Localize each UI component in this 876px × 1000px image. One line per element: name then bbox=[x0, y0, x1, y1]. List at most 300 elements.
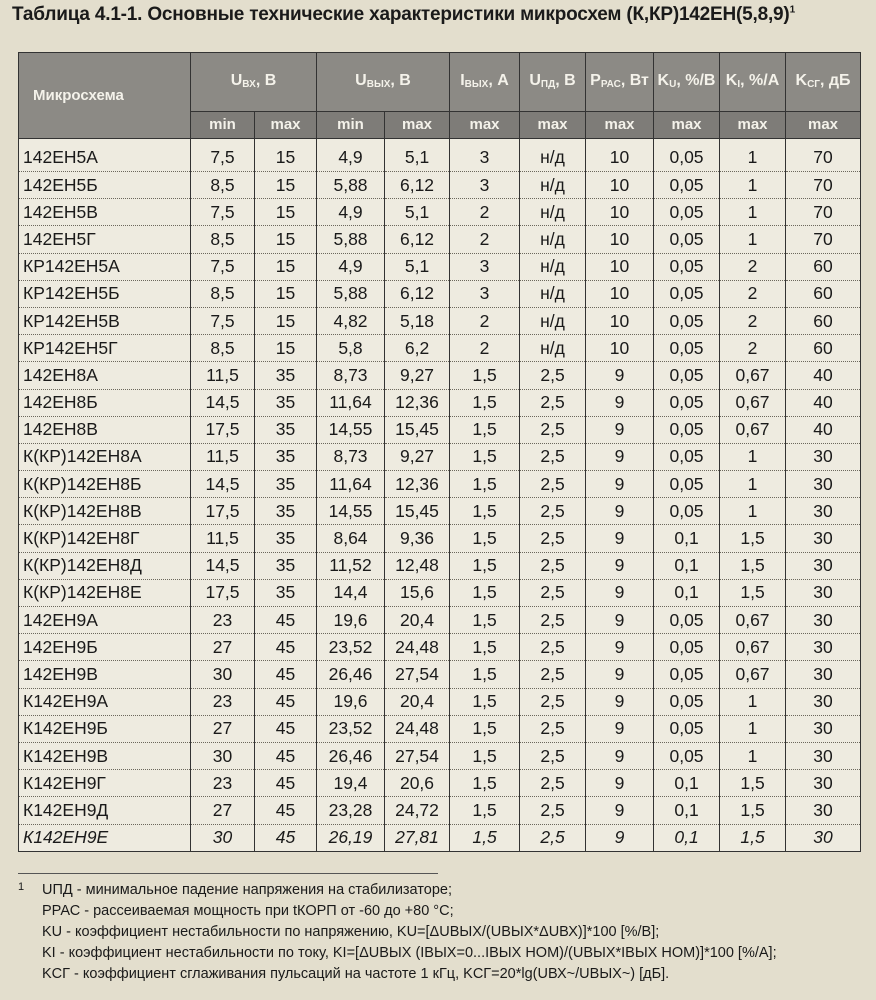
cell-pdis-max: 9 bbox=[586, 715, 654, 742]
cell-iout-max: 1,5 bbox=[450, 607, 520, 634]
cell-iout-max: 1,5 bbox=[450, 443, 520, 470]
cell-uout-min: 4,9 bbox=[317, 139, 385, 172]
cell-uout-min: 26,46 bbox=[317, 661, 385, 688]
cell-udrop-max: 2,5 bbox=[520, 824, 586, 851]
cell-uin-max: 15 bbox=[255, 172, 317, 199]
cell-uout-max: 5,18 bbox=[385, 307, 450, 334]
cell-uout-max: 15,45 bbox=[385, 498, 450, 525]
table-row bbox=[19, 688, 861, 715]
cell-ku-max: 0,05 bbox=[654, 715, 720, 742]
cell-pdis-max: 9 bbox=[586, 416, 654, 443]
footnote-line bbox=[18, 922, 858, 943]
cell-pdis-max: 9 bbox=[586, 824, 654, 851]
cell-uin-min: 7,5 bbox=[191, 139, 255, 172]
cell-chip-name: К(КР)142ЕН8Е bbox=[19, 579, 191, 606]
cell-pdis-max: 9 bbox=[586, 498, 654, 525]
table-row bbox=[19, 253, 861, 280]
cell-ku-max: 0,05 bbox=[654, 389, 720, 416]
cell-chip-name: К142ЕН9Г bbox=[19, 770, 191, 797]
cell-ku-max: 0,05 bbox=[654, 634, 720, 661]
cell-uin-max: 35 bbox=[255, 552, 317, 579]
table-row bbox=[19, 579, 861, 606]
cell-ksg-max: 30 bbox=[786, 607, 861, 634]
cell-uin-max: 45 bbox=[255, 715, 317, 742]
cell-uout-max: 9,27 bbox=[385, 362, 450, 389]
cell-pdis-max: 10 bbox=[586, 172, 654, 199]
spec-table-wrapper bbox=[18, 52, 860, 852]
cell-uin-min: 23 bbox=[191, 607, 255, 634]
cell-uin-max: 45 bbox=[255, 770, 317, 797]
table-row bbox=[19, 307, 861, 334]
cell-ki-max: 1 bbox=[720, 498, 786, 525]
table-row bbox=[19, 416, 861, 443]
cell-uout-min: 11,64 bbox=[317, 389, 385, 416]
cell-ksg-max: 30 bbox=[786, 525, 861, 552]
header-uout-unit: , В bbox=[390, 72, 411, 90]
table-body bbox=[19, 139, 861, 852]
cell-ki-max: 2 bbox=[720, 253, 786, 280]
cell-uout-max: 9,36 bbox=[385, 525, 450, 552]
cell-iout-max: 1,5 bbox=[450, 416, 520, 443]
cell-chip-name: К142ЕН9Е bbox=[19, 824, 191, 851]
cell-udrop-max: 2,5 bbox=[520, 770, 586, 797]
cell-pdis-max: 10 bbox=[586, 335, 654, 362]
header-iout-unit: , А bbox=[488, 72, 509, 90]
cell-pdis-max: 9 bbox=[586, 471, 654, 498]
table-row bbox=[19, 552, 861, 579]
cell-uout-min: 14,4 bbox=[317, 579, 385, 606]
cell-pdis-max: 10 bbox=[586, 199, 654, 226]
cell-uin-min: 30 bbox=[191, 742, 255, 769]
cell-uout-max: 6,12 bbox=[385, 280, 450, 307]
cell-uin-max: 35 bbox=[255, 416, 317, 443]
cell-pdis-max: 9 bbox=[586, 362, 654, 389]
cell-udrop-max: 2,5 bbox=[520, 498, 586, 525]
table-row bbox=[19, 715, 861, 742]
cell-uin-max: 15 bbox=[255, 307, 317, 334]
header-ki-sym: K bbox=[725, 72, 738, 90]
cell-iout-max: 2 bbox=[450, 335, 520, 362]
cell-ksg-max: 30 bbox=[786, 770, 861, 797]
cell-ksg-max: 30 bbox=[786, 661, 861, 688]
subheader-min: min bbox=[191, 112, 255, 139]
cell-uin-min: 23 bbox=[191, 688, 255, 715]
cell-iout-max: 3 bbox=[450, 139, 520, 172]
cell-uout-min: 19,6 bbox=[317, 607, 385, 634]
cell-uout-min: 19,4 bbox=[317, 770, 385, 797]
cell-chip-name: К(КР)142ЕН8Б bbox=[19, 471, 191, 498]
subheader-max: max bbox=[786, 112, 861, 139]
cell-udrop-max: 2,5 bbox=[520, 715, 586, 742]
table-row bbox=[19, 226, 861, 253]
cell-ku-max: 0,05 bbox=[654, 253, 720, 280]
cell-ku-max: 0,1 bbox=[654, 797, 720, 824]
cell-ksg-max: 30 bbox=[786, 824, 861, 851]
cell-uout-max: 5,1 bbox=[385, 139, 450, 172]
cell-uout-min: 5,8 bbox=[317, 335, 385, 362]
cell-pdis-max: 9 bbox=[586, 688, 654, 715]
cell-udrop-max: н/д bbox=[520, 172, 586, 199]
cell-udrop-max: 2,5 bbox=[520, 416, 586, 443]
header-ku-unit: , %/В bbox=[676, 72, 716, 90]
cell-iout-max: 1,5 bbox=[450, 770, 520, 797]
cell-uin-max: 45 bbox=[255, 688, 317, 715]
cell-uin-max: 15 bbox=[255, 139, 317, 172]
table-row bbox=[19, 797, 861, 824]
cell-ksg-max: 40 bbox=[786, 362, 861, 389]
cell-uin-min: 7,5 bbox=[191, 199, 255, 226]
cell-ki-max: 1,5 bbox=[720, 525, 786, 552]
header-ki bbox=[720, 53, 786, 112]
subheader-max: max bbox=[720, 112, 786, 139]
cell-chip-name: 142ЕН5Б bbox=[19, 172, 191, 199]
cell-uin-min: 11,5 bbox=[191, 362, 255, 389]
footnote-text: UПД - минимальное падение напряжения на стабилизаторе; bbox=[42, 882, 453, 898]
cell-chip-name: КР142ЕН5Б bbox=[19, 280, 191, 307]
cell-ksg-max: 60 bbox=[786, 335, 861, 362]
cell-iout-max: 1,5 bbox=[450, 824, 520, 851]
cell-ksg-max: 40 bbox=[786, 416, 861, 443]
cell-udrop-max: 2,5 bbox=[520, 607, 586, 634]
cell-uin-min: 17,5 bbox=[191, 579, 255, 606]
cell-ki-max: 2 bbox=[720, 280, 786, 307]
cell-udrop-max: н/д bbox=[520, 280, 586, 307]
cell-uin-max: 35 bbox=[255, 525, 317, 552]
cell-uin-max: 15 bbox=[255, 335, 317, 362]
cell-uout-min: 5,88 bbox=[317, 226, 385, 253]
cell-udrop-max: 2,5 bbox=[520, 471, 586, 498]
cell-ki-max: 1 bbox=[720, 199, 786, 226]
cell-uin-min: 30 bbox=[191, 824, 255, 851]
cell-ku-max: 0,1 bbox=[654, 552, 720, 579]
table-row bbox=[19, 139, 861, 172]
cell-udrop-max: 2,5 bbox=[520, 579, 586, 606]
cell-ku-max: 0,05 bbox=[654, 471, 720, 498]
cell-uin-max: 15 bbox=[255, 280, 317, 307]
cell-udrop-max: 2,5 bbox=[520, 443, 586, 470]
footnote-text: PРАС - рассеиваемая мощность при tКОРП от -60 до +80 °С; bbox=[42, 903, 454, 919]
cell-ki-max: 1 bbox=[720, 715, 786, 742]
cell-uout-max: 27,81 bbox=[385, 824, 450, 851]
cell-uin-max: 35 bbox=[255, 498, 317, 525]
cell-ku-max: 0,05 bbox=[654, 688, 720, 715]
cell-uout-max: 24,48 bbox=[385, 715, 450, 742]
cell-ku-max: 0,1 bbox=[654, 525, 720, 552]
cell-ku-max: 0,05 bbox=[654, 199, 720, 226]
cell-ki-max: 2 bbox=[720, 307, 786, 334]
cell-ki-max: 0,67 bbox=[720, 634, 786, 661]
page-title bbox=[12, 4, 872, 26]
cell-uout-max: 6,12 bbox=[385, 226, 450, 253]
header-ksg bbox=[786, 53, 861, 112]
table-row bbox=[19, 607, 861, 634]
cell-uout-min: 8,73 bbox=[317, 443, 385, 470]
cell-chip-name: К(КР)142ЕН8Г bbox=[19, 525, 191, 552]
cell-uin-max: 45 bbox=[255, 634, 317, 661]
cell-uout-min: 4,9 bbox=[317, 253, 385, 280]
title-text: Таблица 4.1-1. Основные технические характеристики микросхем (К,КР)142ЕН(5,8,9) bbox=[12, 4, 790, 25]
cell-pdis-max: 10 bbox=[586, 253, 654, 280]
header-ki-sub: I bbox=[737, 79, 741, 91]
cell-ku-max: 0,05 bbox=[654, 416, 720, 443]
cell-chip-name: К142ЕН9Д bbox=[19, 797, 191, 824]
cell-uin-min: 14,5 bbox=[191, 389, 255, 416]
table-row bbox=[19, 742, 861, 769]
cell-uout-max: 5,1 bbox=[385, 253, 450, 280]
header-uout-sub: ВЫХ bbox=[366, 79, 391, 91]
cell-iout-max: 1,5 bbox=[450, 742, 520, 769]
cell-uin-max: 35 bbox=[255, 389, 317, 416]
cell-pdis-max: 9 bbox=[586, 389, 654, 416]
table-row bbox=[19, 471, 861, 498]
header-ksg-sub: СГ bbox=[807, 79, 820, 91]
cell-ku-max: 0,05 bbox=[654, 335, 720, 362]
header-pdis-sub: РАС bbox=[600, 79, 621, 91]
cell-chip-name: 142ЕН9В bbox=[19, 661, 191, 688]
header-chip: Микросхема bbox=[19, 53, 191, 139]
header-uout-sym: U bbox=[355, 72, 367, 90]
cell-ksg-max: 70 bbox=[786, 139, 861, 172]
cell-ki-max: 0,67 bbox=[720, 416, 786, 443]
cell-iout-max: 1,5 bbox=[450, 661, 520, 688]
cell-uin-max: 35 bbox=[255, 362, 317, 389]
cell-uout-max: 12,36 bbox=[385, 471, 450, 498]
cell-uin-min: 8,5 bbox=[191, 226, 255, 253]
cell-udrop-max: 2,5 bbox=[520, 797, 586, 824]
table-row bbox=[19, 362, 861, 389]
footnote-text: KI - коэффициент нестабильности по току, KI=[ΔUВЫХ (IВЫХ=0...IВЫХ НОМ)/(UВЫХ*IВЫХ НОМ)]*100 [%/А]; bbox=[42, 945, 777, 961]
cell-uin-min: 14,5 bbox=[191, 552, 255, 579]
footnote-line bbox=[18, 943, 858, 964]
header-ksg-unit: , дБ bbox=[819, 72, 851, 90]
cell-uin-max: 15 bbox=[255, 253, 317, 280]
cell-uout-max: 6,12 bbox=[385, 172, 450, 199]
header-pdis bbox=[586, 53, 654, 112]
cell-uin-min: 8,5 bbox=[191, 335, 255, 362]
cell-chip-name: К(КР)142ЕН8В bbox=[19, 498, 191, 525]
cell-pdis-max: 10 bbox=[586, 307, 654, 334]
footnote-text: KСГ - коэффициент сглаживания пульсаций на частоте 1 кГц, KСГ=20*lg(UВХ~/UВЫХ~) [дБ]. bbox=[42, 966, 670, 982]
cell-ksg-max: 30 bbox=[786, 498, 861, 525]
cell-chip-name: К(КР)142ЕН8Д bbox=[19, 552, 191, 579]
cell-uout-min: 26,19 bbox=[317, 824, 385, 851]
cell-uin-min: 7,5 bbox=[191, 307, 255, 334]
cell-uout-min: 5,88 bbox=[317, 172, 385, 199]
cell-uin-min: 11,5 bbox=[191, 443, 255, 470]
table-row bbox=[19, 199, 861, 226]
cell-udrop-max: 2,5 bbox=[520, 634, 586, 661]
cell-chip-name: 142ЕН8А bbox=[19, 362, 191, 389]
header-ku-sym: K bbox=[657, 72, 670, 90]
cell-uout-min: 4,82 bbox=[317, 307, 385, 334]
subheader-max: max bbox=[385, 112, 450, 139]
cell-ksg-max: 30 bbox=[786, 552, 861, 579]
cell-ku-max: 0,05 bbox=[654, 607, 720, 634]
cell-uin-max: 45 bbox=[255, 607, 317, 634]
cell-ki-max: 1,5 bbox=[720, 552, 786, 579]
cell-chip-name: К(КР)142ЕН8А bbox=[19, 443, 191, 470]
cell-uout-max: 27,54 bbox=[385, 661, 450, 688]
cell-uout-min: 14,55 bbox=[317, 416, 385, 443]
table-row bbox=[19, 634, 861, 661]
cell-uin-min: 27 bbox=[191, 634, 255, 661]
cell-iout-max: 1,5 bbox=[450, 715, 520, 742]
cell-chip-name: К142ЕН9А bbox=[19, 688, 191, 715]
cell-iout-max: 3 bbox=[450, 280, 520, 307]
subheader-max: max bbox=[450, 112, 520, 139]
cell-uin-min: 23 bbox=[191, 770, 255, 797]
cell-pdis-max: 9 bbox=[586, 742, 654, 769]
header-uout bbox=[317, 53, 450, 112]
cell-uout-min: 11,64 bbox=[317, 471, 385, 498]
header-ki-unit: , %/А bbox=[740, 72, 780, 90]
cell-iout-max: 1,5 bbox=[450, 389, 520, 416]
cell-ki-max: 1 bbox=[720, 471, 786, 498]
cell-uout-max: 12,48 bbox=[385, 552, 450, 579]
cell-ki-max: 1 bbox=[720, 742, 786, 769]
cell-ksg-max: 30 bbox=[786, 688, 861, 715]
cell-udrop-max: н/д bbox=[520, 226, 586, 253]
cell-iout-max: 1,5 bbox=[450, 688, 520, 715]
cell-udrop-max: 2,5 bbox=[520, 525, 586, 552]
cell-uout-max: 5,1 bbox=[385, 199, 450, 226]
cell-uin-max: 35 bbox=[255, 471, 317, 498]
title-footnote-mark: 1 bbox=[789, 4, 795, 16]
cell-udrop-max: 2,5 bbox=[520, 661, 586, 688]
cell-chip-name: КР142ЕН5В bbox=[19, 307, 191, 334]
cell-ki-max: 1,5 bbox=[720, 579, 786, 606]
footnote-line bbox=[18, 880, 858, 901]
cell-uout-min: 23,52 bbox=[317, 634, 385, 661]
header-udrop-sym: U bbox=[529, 72, 541, 90]
cell-ki-max: 1 bbox=[720, 443, 786, 470]
cell-ku-max: 0,05 bbox=[654, 139, 720, 172]
cell-ku-max: 0,05 bbox=[654, 498, 720, 525]
cell-uout-min: 8,64 bbox=[317, 525, 385, 552]
cell-uin-max: 35 bbox=[255, 579, 317, 606]
cell-iout-max: 3 bbox=[450, 253, 520, 280]
cell-iout-max: 2 bbox=[450, 226, 520, 253]
cell-ki-max: 1 bbox=[720, 139, 786, 172]
cell-ki-max: 1 bbox=[720, 172, 786, 199]
cell-chip-name: 142ЕН5Г bbox=[19, 226, 191, 253]
cell-udrop-max: 2,5 bbox=[520, 688, 586, 715]
table-row bbox=[19, 661, 861, 688]
cell-uout-max: 20,4 bbox=[385, 688, 450, 715]
cell-uout-max: 20,6 bbox=[385, 770, 450, 797]
cell-ksg-max: 30 bbox=[786, 634, 861, 661]
header-udrop-sub: ПД bbox=[540, 79, 556, 91]
cell-ksg-max: 30 bbox=[786, 579, 861, 606]
cell-ki-max: 0,67 bbox=[720, 661, 786, 688]
table-row bbox=[19, 443, 861, 470]
cell-iout-max: 1,5 bbox=[450, 797, 520, 824]
cell-pdis-max: 9 bbox=[586, 607, 654, 634]
header-iout-sym: I bbox=[460, 72, 465, 90]
header-ku bbox=[654, 53, 720, 112]
cell-uin-max: 45 bbox=[255, 742, 317, 769]
cell-udrop-max: 2,5 bbox=[520, 362, 586, 389]
header-ku-sub: U bbox=[669, 79, 677, 91]
cell-uin-min: 17,5 bbox=[191, 416, 255, 443]
cell-udrop-max: 2,5 bbox=[520, 742, 586, 769]
cell-ksg-max: 60 bbox=[786, 253, 861, 280]
cell-udrop-max: н/д bbox=[520, 199, 586, 226]
cell-uout-min: 23,52 bbox=[317, 715, 385, 742]
cell-uout-min: 5,88 bbox=[317, 280, 385, 307]
cell-ksg-max: 60 bbox=[786, 280, 861, 307]
cell-uout-max: 20,4 bbox=[385, 607, 450, 634]
cell-pdis-max: 9 bbox=[586, 579, 654, 606]
cell-chip-name: К142ЕН9В bbox=[19, 742, 191, 769]
cell-iout-max: 1,5 bbox=[450, 552, 520, 579]
header-udrop bbox=[520, 53, 586, 112]
cell-uout-max: 24,72 bbox=[385, 797, 450, 824]
cell-pdis-max: 9 bbox=[586, 634, 654, 661]
cell-ku-max: 0,05 bbox=[654, 661, 720, 688]
cell-ku-max: 0,05 bbox=[654, 443, 720, 470]
cell-ksg-max: 30 bbox=[786, 715, 861, 742]
cell-iout-max: 1,5 bbox=[450, 525, 520, 552]
cell-iout-max: 1,5 bbox=[450, 471, 520, 498]
cell-uin-min: 27 bbox=[191, 797, 255, 824]
header-iout bbox=[450, 53, 520, 112]
header-ksg-sym: K bbox=[795, 72, 808, 90]
cell-iout-max: 1,5 bbox=[450, 362, 520, 389]
cell-uout-max: 12,36 bbox=[385, 389, 450, 416]
cell-uout-max: 6,2 bbox=[385, 335, 450, 362]
subheader-max: max bbox=[586, 112, 654, 139]
cell-uin-min: 7,5 bbox=[191, 253, 255, 280]
cell-uin-min: 14,5 bbox=[191, 471, 255, 498]
footnote-line bbox=[18, 964, 858, 985]
cell-ki-max: 1,5 bbox=[720, 797, 786, 824]
cell-udrop-max: н/д bbox=[520, 253, 586, 280]
table-row bbox=[19, 335, 861, 362]
cell-uin-max: 15 bbox=[255, 226, 317, 253]
cell-uout-max: 27,54 bbox=[385, 742, 450, 769]
cell-uout-min: 4,9 bbox=[317, 199, 385, 226]
cell-udrop-max: 2,5 bbox=[520, 389, 586, 416]
cell-uin-max: 45 bbox=[255, 661, 317, 688]
cell-chip-name: К142ЕН9Б bbox=[19, 715, 191, 742]
table-row bbox=[19, 525, 861, 552]
cell-chip-name: 142ЕН5А bbox=[19, 139, 191, 172]
cell-iout-max: 1,5 bbox=[450, 634, 520, 661]
cell-chip-name: 142ЕН5В bbox=[19, 199, 191, 226]
cell-uout-max: 15,6 bbox=[385, 579, 450, 606]
cell-uout-max: 24,48 bbox=[385, 634, 450, 661]
cell-chip-name: 142ЕН8В bbox=[19, 416, 191, 443]
cell-ki-max: 2 bbox=[720, 335, 786, 362]
cell-iout-max: 2 bbox=[450, 307, 520, 334]
cell-udrop-max: н/д bbox=[520, 307, 586, 334]
cell-iout-max: 2 bbox=[450, 199, 520, 226]
header-iout-sub: ВЫХ bbox=[464, 79, 489, 91]
cell-ki-max: 1 bbox=[720, 226, 786, 253]
cell-uout-min: 23,28 bbox=[317, 797, 385, 824]
cell-uin-min: 11,5 bbox=[191, 525, 255, 552]
footnote-text: KU - коэффициент нестабильности по напряжению, KU=[ΔUВЫХ/(UВЫХ*ΔUВХ)]*100 [%/В]; bbox=[42, 924, 660, 940]
header-pdis-unit: , Вт bbox=[620, 72, 649, 90]
table-row bbox=[19, 389, 861, 416]
cell-ksg-max: 40 bbox=[786, 389, 861, 416]
cell-uout-max: 15,45 bbox=[385, 416, 450, 443]
cell-chip-name: КР142ЕН5А bbox=[19, 253, 191, 280]
cell-pdis-max: 9 bbox=[586, 661, 654, 688]
cell-uout-min: 14,55 bbox=[317, 498, 385, 525]
cell-ku-max: 0,1 bbox=[654, 579, 720, 606]
